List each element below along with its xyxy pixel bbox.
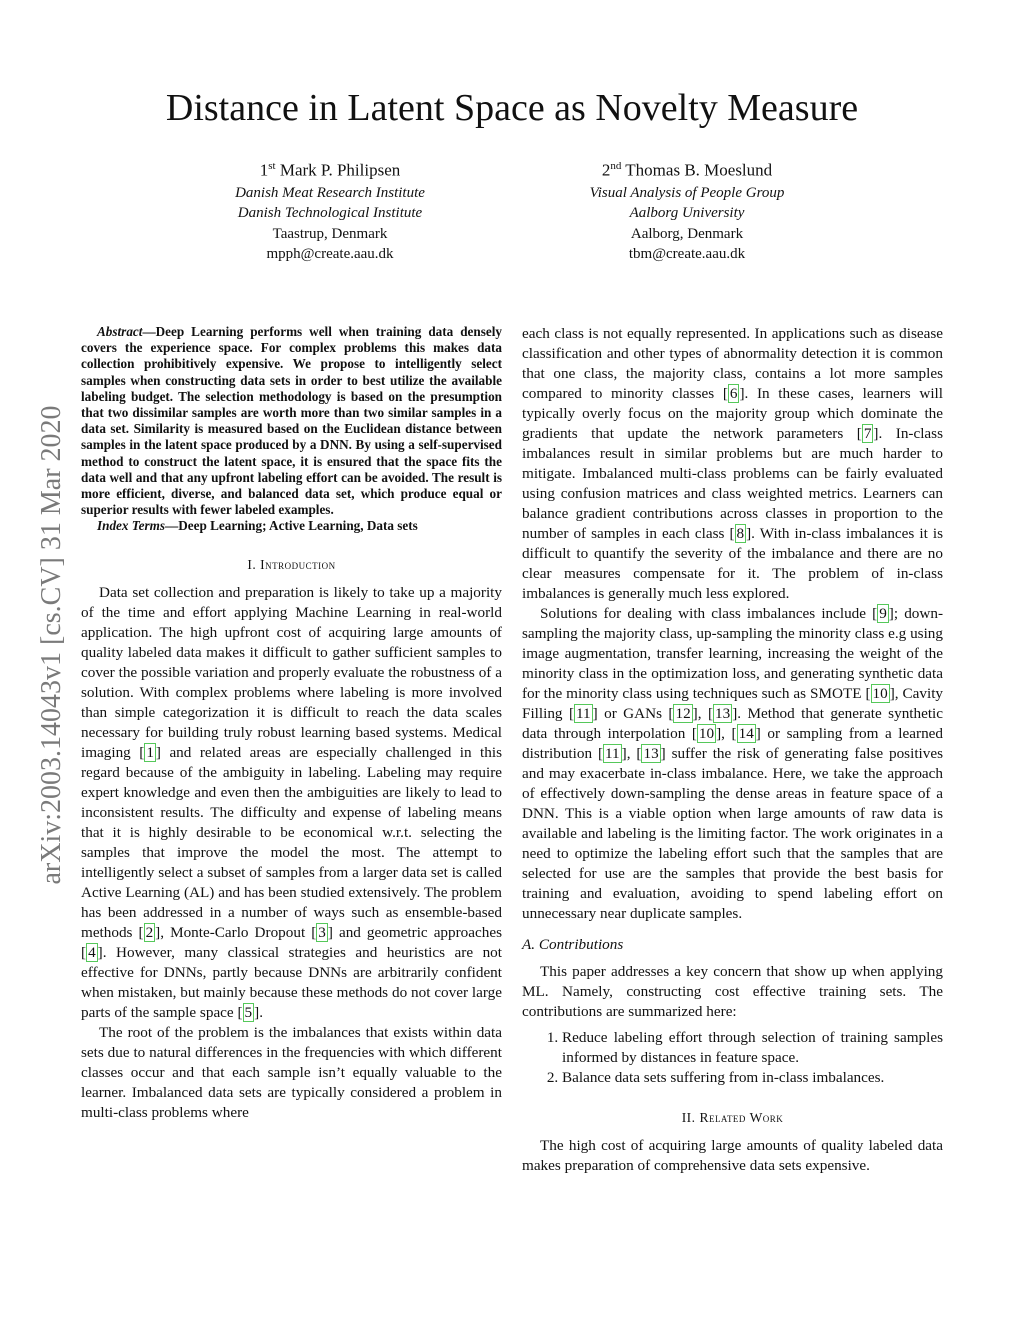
introduction-body-continued xyxy=(522,324,943,1176)
citation-link[interactable]: 2 xyxy=(145,923,154,941)
author-email: mpph@create.aau.dk xyxy=(266,246,394,263)
citation-link[interactable]: 12 xyxy=(675,705,691,722)
author-affiliation: Danish Meat Research Institute xyxy=(235,184,425,201)
abstract-text: Deep Learning performs well when training data densely covers the experience space. For complex problems this makes data collection prohibitively expensive. We propose to intelligently select samples when constructing data sets in order to best utilize the available labeling budget. The selection methodology is based on the presumption that two dissimilar samples are worth more than two similar samples in a data set. Similarity is measured based on the Euclidean distance between samples in the latent space produced by a DNN. By using a self-supervised method to construct the latent space, it is ensured that the space fits the data well and that any upfront labeling effort can be avoided. The result is more efficient, diverse, and balanced data set, which produce equal or superior results with fewer labeled examples. xyxy=(81,324,502,518)
left-column xyxy=(81,324,502,1123)
citation-link[interactable]: 14 xyxy=(738,725,754,742)
citation-link[interactable]: 13 xyxy=(643,745,659,762)
author-affiliation: Aalborg University xyxy=(629,205,745,222)
abstract: Abstract—Deep Learning performs well when training data densely covers the experience space. For complex problems this makes data collection prohibitively expensive. We propose to intelligently select samples when constructing data sets in order to best utilize the available labeling budget. The selection methodology is based on the presumption that two dissimilar samples are worth more than two similar samples in a data set. Similarity is measured based on the Euclidean distance between samples in the latent space produced by a DNN. By using a self-supervised method to construct the latent space, it is ensured that the space fits the data well and that any upfront labeling effort can be avoided. The result is more efficient, diverse, and balanced data set, which produce equal or superior results with fewer labeled examples. Index Terms—Deep Learning; Active Learning, Data sets xyxy=(81,324,502,534)
citation-link[interactable]: 9 xyxy=(879,605,887,622)
paragraph: This paper addresses a key concern that show up when applying ML. Namely, constructing cost effective training sets. The contributions are summarized here: xyxy=(522,963,943,1020)
right-column xyxy=(522,324,943,1176)
index-terms-text: Deep Learning; Active Learning, Data sets xyxy=(178,518,418,534)
citation-link[interactable]: 10 xyxy=(872,685,888,702)
citation-link[interactable]: 7 xyxy=(863,425,872,442)
section-heading-introduction: I. Introduction xyxy=(247,556,336,572)
paragraph: The high cost of acquiring large amounts of quality labeled data makes preparation of comprehensive data sets expensive. xyxy=(522,1137,943,1174)
paragraph: Solutions for dealing with class imbalances include [ 9 ]; down-sampling the majority class, up-sampling the minority class e.g using image augmentation, transfer learning, increasing the weight of the minority class in the optimization loss, and generating synthetic data for the minority class using techniques such as SMOTE [ 10 ], Cavity Filling [ 11 ] or GANs [ 12 ], [ 13 ]. Method that generate synthetic data through interpolation [ 10 ], [ 14 ] or sampling from a learned distribution [ 11 ], [ 13 ] suffer the risk of generating false positives and may exacerbate in-class imbalance. Here, we take the approach of effectively down-sampling the dense areas in feature space of a DNN. This is a viable option when large amounts of raw data is available and labeling is the limiting factor. The work originates in a need to optimize the labeling effort such that the samples that are selected for use are the samples that provide the best basis for training and evaluation, avoiding to spend labeling effort on unnecessary near duplicate samples. xyxy=(522,605,944,922)
citation-link[interactable]: 8 xyxy=(736,525,745,542)
citation-link[interactable]: 13 xyxy=(715,705,731,722)
citation-link[interactable]: 4 xyxy=(88,943,96,961)
citation-link[interactable]: 10 xyxy=(698,725,715,742)
citation-link[interactable]: 5 xyxy=(244,1003,253,1021)
list-item: 1. Reduce labeling effort through selection of training samples informed by distances in feature space. xyxy=(562,1028,943,1068)
index-terms-label: Index Terms xyxy=(97,518,166,534)
citation-link[interactable]: 11 xyxy=(605,745,620,762)
paragraph: The root of the problem is the imbalances that exists within data sets due to natural differences in the frequencies with which different classes occur and that each sample isn’t equally valuable to the learner. Imbalanced data sets are typically considered a problem in multi-class problems where xyxy=(81,1023,502,1121)
citation-link[interactable]: 1 xyxy=(146,743,154,761)
subsection-heading-contributions: A. Contributions xyxy=(522,936,624,953)
contributions-list xyxy=(522,1028,943,1088)
paragraph: Data set collection and preparation is likely to take up a majority of the time and effort applying Machine Learning in real-world application. The high upfront cost of acquiring large amounts of quality labeled data makes it difficult to gather sufficient samples to cover the possible variation and properly evaluate the robustness of a solution. With complex problems where labeling is more involved than simple categorization it is difficult to reach the data scales necessary for building truly robust learning based systems. Medical imaging [ 1 ] and related areas are especially challenged in this regard because of the ambiguity in labeling. Labeling may require expert knowledge and even then the ambiguities are likely to lead to inconsistent results. The difficulty and expense of labeling means that it is highly desirable to be economical w.r.t. selecting the samples that improve the model the most. The attempt to intelligently select a subset of samples from a larger data set is called Active Learning (AL) and has been studied extensively. The problem has been addressed in a number of ways such as ensemble-based methods [ 2 ], Monte-Carlo Dropout [ 3 ] and geometric approaches [ 4 ]. However, many classical strategies and heuristics are not effective for DNNs, partly because DNNs are arbitrarily confident when mistaken, but mainly because these methods do not cover large parts of the sample space [ 5 ]. xyxy=(81,583,503,1021)
section-heading-related-work: II. Related Work xyxy=(681,1110,784,1125)
citation-link[interactable]: 3 xyxy=(318,923,326,941)
paper-title: Distance in Latent Space as Novelty Measure xyxy=(165,87,859,129)
author-affiliation: Danish Technological Institute xyxy=(237,205,423,222)
abstract-label: Abstract xyxy=(97,324,143,339)
citation-link[interactable]: 6 xyxy=(729,385,738,402)
arxiv-identifier: arXiv:2003.14043v1 [cs.CV] 31 Mar 2020 xyxy=(36,405,67,885)
arxiv-side-stamp xyxy=(37,350,67,940)
author-block xyxy=(170,155,490,265)
author-email: tbm@create.aau.dk xyxy=(628,246,746,263)
author-block xyxy=(527,155,847,265)
paragraph: each class is not equally represented. In applications such as disease classification and other types of abnormality detection it is common that one class, the majority class, contains a lot more samples compared to minority classes [ 6 ]. In these cases, learners will typically overly focus on the majority group which dominate the gradients that update the network parameters [ 7 ]. In-class imbalances result in similar problems but are much harder to mitigate. Imbalanced multi-class problems can be fairly evaluated using confusion matrices and class weighted metrics. Learners can balance gradient contributions across classes in proportion to the number of samples in each class [ 8 ]. With in-class imbalances it is difficult to quantify the severity of the imbalance and there are no clear measures compensate for it. The problem of in-class imbalances is generally much less explored. xyxy=(522,325,943,602)
author-location: Aalborg, Denmark xyxy=(630,225,744,242)
introduction-body xyxy=(81,583,502,1123)
citation-link[interactable]: 11 xyxy=(576,705,591,722)
author-location: Taastrup, Denmark xyxy=(272,225,388,242)
author-affiliation: Visual Analysis of People Group xyxy=(589,184,785,201)
author-name: 2nd Thomas B. Moeslund xyxy=(601,160,773,180)
author-name: 1st Mark P. Philipsen xyxy=(259,160,401,180)
list-item: 2. Balance data sets suffering from in-class imbalances. xyxy=(562,1068,943,1088)
